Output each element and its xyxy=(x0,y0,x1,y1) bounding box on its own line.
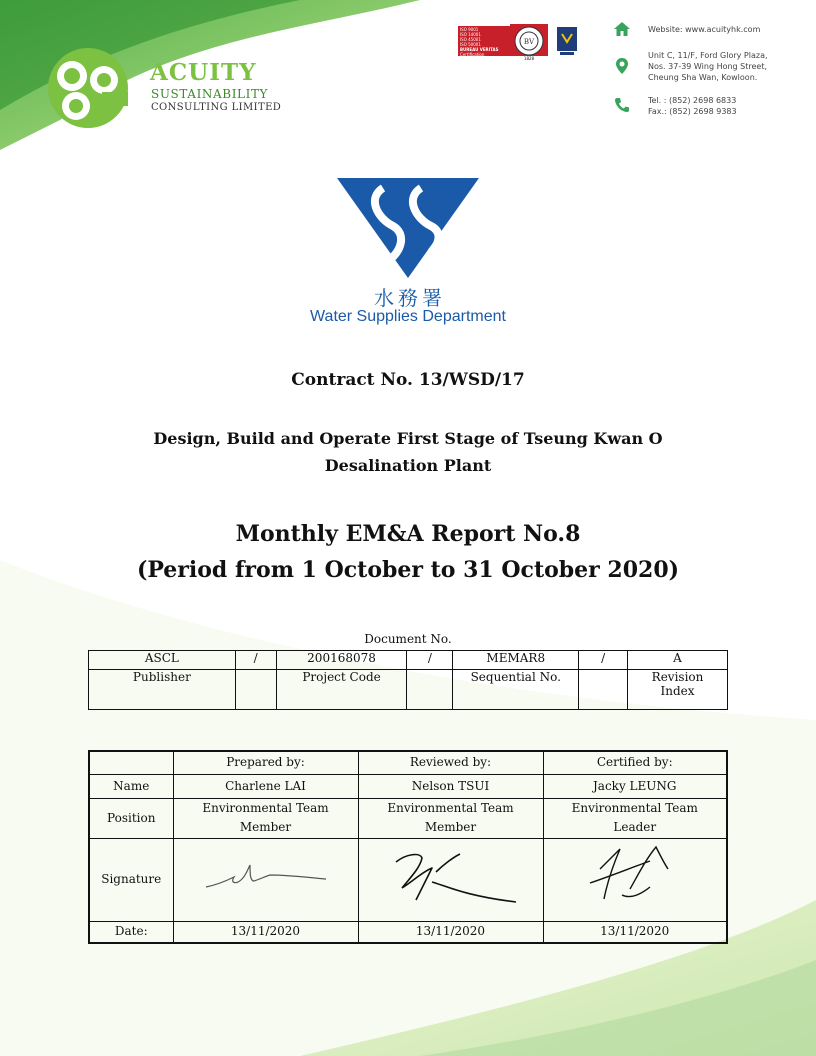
signoff-position-row xyxy=(89,798,727,838)
iso-line: ISO 45001 xyxy=(460,37,481,42)
doc-label-cell xyxy=(407,670,453,710)
phone-fax-block xyxy=(648,95,737,117)
ukas-logo xyxy=(556,26,578,58)
contract-title-line1: Design, Build and Operate First Stage of Tseung Kwan O xyxy=(153,429,663,448)
signature-image xyxy=(376,842,526,912)
doc-separator-cell: / xyxy=(407,651,453,670)
iso-line: ISO 50001 xyxy=(460,42,481,47)
doc-label-cell: Revision Index xyxy=(628,670,728,710)
doc-separator-cell: / xyxy=(235,651,276,670)
svg-text:BV: BV xyxy=(523,38,535,46)
doc-label-cell: Sequential No. xyxy=(453,670,579,710)
signoff-header-cell: Prepared by: xyxy=(173,751,358,774)
signoff-date: 13/11/2020 xyxy=(173,921,358,943)
tel-text: Tel. : (852) 2698 6833 xyxy=(648,96,737,105)
signoff-position: Environmental Team Member xyxy=(173,798,358,838)
bv-label: BUREAU VERITAS xyxy=(460,47,499,52)
iso-certification-logo xyxy=(458,26,510,56)
document-number-values-row xyxy=(89,651,728,670)
doc-separator-cell: / xyxy=(579,651,628,670)
signoff-table xyxy=(88,750,728,944)
doc-value-cell: MEMAR8 xyxy=(453,651,579,670)
doc-value-cell: 200168078 xyxy=(276,651,407,670)
company-name-line2: SUSTAINABILITY xyxy=(151,87,269,101)
address-block xyxy=(648,50,768,83)
signoff-name: Charlene LAI xyxy=(173,774,358,798)
signoff-header-cell xyxy=(89,751,173,774)
wsd-logo xyxy=(337,178,479,278)
signoff-name: Jacky LEUNG xyxy=(543,774,727,798)
iso-line: ISO 9001 xyxy=(460,27,479,32)
address-line: Cheung Sha Wan, Kowloon. xyxy=(648,73,758,82)
row-label: Position xyxy=(89,798,173,838)
signoff-position: Environmental Team Leader xyxy=(543,798,727,838)
acuity-logo xyxy=(42,46,134,130)
address-line: Unit C, 11/F, Ford Glory Plaza, xyxy=(648,51,768,60)
signoff-name: Nelson TSUI xyxy=(358,774,543,798)
document-number-labels-row xyxy=(89,670,728,710)
doc-label-cell: Project Code xyxy=(276,670,407,710)
signoff-header-row xyxy=(89,751,727,774)
company-name: ACUITY xyxy=(150,59,257,86)
signoff-date: 13/11/2020 xyxy=(543,921,727,943)
doc-value-cell: ASCL xyxy=(89,651,236,670)
signoff-signature-row xyxy=(89,838,727,921)
row-label: Signature xyxy=(89,838,173,921)
doc-label-cell: Publisher xyxy=(89,670,236,710)
bureau-veritas-seal xyxy=(510,24,548,62)
contract-number: Contract No. 13/WSD/17 xyxy=(291,370,525,390)
home-icon xyxy=(613,20,631,38)
iso-line: ISO 14001 xyxy=(460,32,481,37)
contract-title-line2: Desalination Plant xyxy=(324,456,492,475)
document-number-table xyxy=(88,650,728,710)
company-name-line3: CONSULTING LIMITED xyxy=(151,102,282,113)
document-number-label: Document No. xyxy=(364,632,452,646)
client-name-english: Water Supplies Department xyxy=(310,308,506,325)
signature-image xyxy=(196,857,336,897)
fax-text: Fax.: (852) 2698 9383 xyxy=(648,107,737,116)
website-text: Website: www.acuityhk.com xyxy=(648,25,761,34)
row-label: Date: xyxy=(89,921,173,943)
signoff-header-cell: Reviewed by: xyxy=(358,751,543,774)
doc-value-cell: A xyxy=(628,651,728,670)
signature-certified xyxy=(543,838,727,921)
row-label: Name xyxy=(89,774,173,798)
signoff-date: 13/11/2020 xyxy=(358,921,543,943)
signature-prepared xyxy=(173,838,358,921)
signoff-name-row xyxy=(89,774,727,798)
client-name-chinese: 水務署 xyxy=(374,286,446,310)
bv-year: 1828 xyxy=(523,56,535,61)
signoff-date-row xyxy=(89,921,727,943)
report-period: (Period from 1 October to 31 October 2020) xyxy=(136,557,680,583)
signature-image xyxy=(560,839,710,915)
doc-label-cell xyxy=(579,670,628,710)
bv-sub: Certification xyxy=(460,52,485,57)
signature-reviewed xyxy=(358,838,543,921)
doc-label-cell xyxy=(235,670,276,710)
location-pin-icon xyxy=(613,57,631,75)
phone-icon xyxy=(613,96,631,114)
report-title: Monthly EM&A Report No.8 xyxy=(235,521,581,547)
signoff-header-cell: Certified by: xyxy=(543,751,727,774)
address-line: Nos. 37-39 Wing Hong Street, xyxy=(648,62,768,71)
signoff-position: Environmental Team Member xyxy=(358,798,543,838)
